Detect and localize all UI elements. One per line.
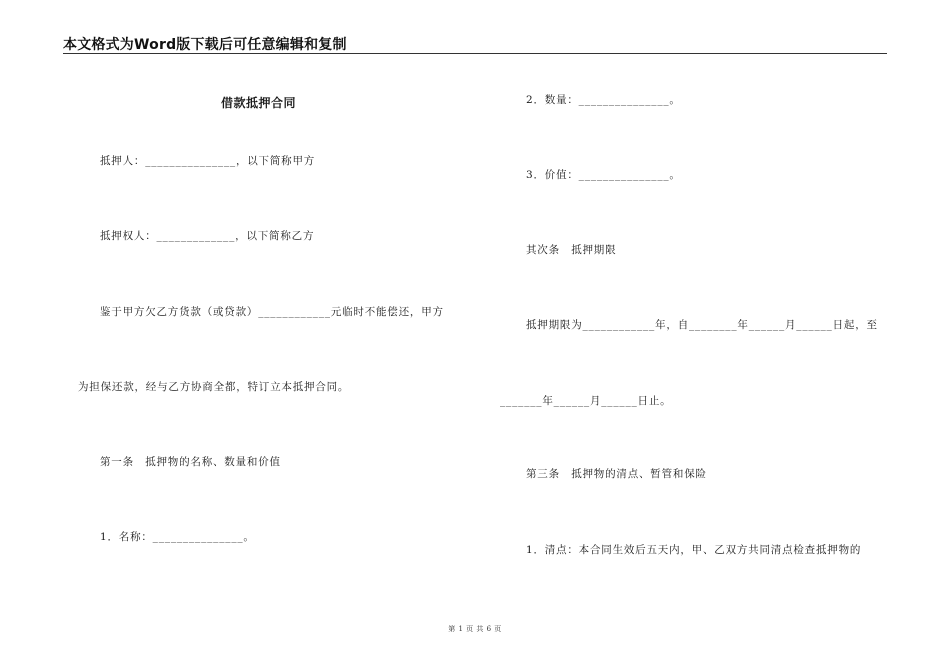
article-2-heading: 其次条 抵押期限 <box>526 244 617 256</box>
header-banner: 本文格式为Word版下载后可任意编辑和复制 <box>63 37 347 53</box>
header-divider <box>63 53 887 54</box>
article-1-heading: 第一条 抵押物的名称、数量和价值 <box>100 456 281 468</box>
paragraph-whereas: 鉴于甲方欠乙方货款（或贷款）____________元临时不能偿还，甲方 <box>100 306 444 318</box>
page-number: 第 1 页 共 6 页 <box>448 625 502 633</box>
article-3-heading: 第三条 抵押物的清点、暂管和保险 <box>526 468 707 480</box>
paragraph-term-continued: _______年______月______日止。 <box>500 395 672 407</box>
paragraph-mortgagor: 抵押人：_______________，以下简称甲方 <box>100 155 316 167</box>
document-title: 借款抵押合同 <box>221 96 297 110</box>
item-quantity: 2．数量：_______________。 <box>526 94 681 106</box>
paragraph-term: 抵押期限为____________年，自________年______月______日起，至 <box>526 319 878 331</box>
paragraph-inventory: 1．清点：本合同生效后五天内，甲、乙双方共同清点检查抵押物的 <box>526 544 862 556</box>
paragraph-mortgagee: 抵押权人：_____________，以下简称乙方 <box>100 230 315 242</box>
item-name: 1．名称：_______________。 <box>100 531 255 543</box>
item-value: 3．价值：_______________。 <box>526 169 681 181</box>
paragraph-whereas-continued: 为担保还款，经与乙方协商全都，特订立本抵押合同。 <box>78 381 350 393</box>
